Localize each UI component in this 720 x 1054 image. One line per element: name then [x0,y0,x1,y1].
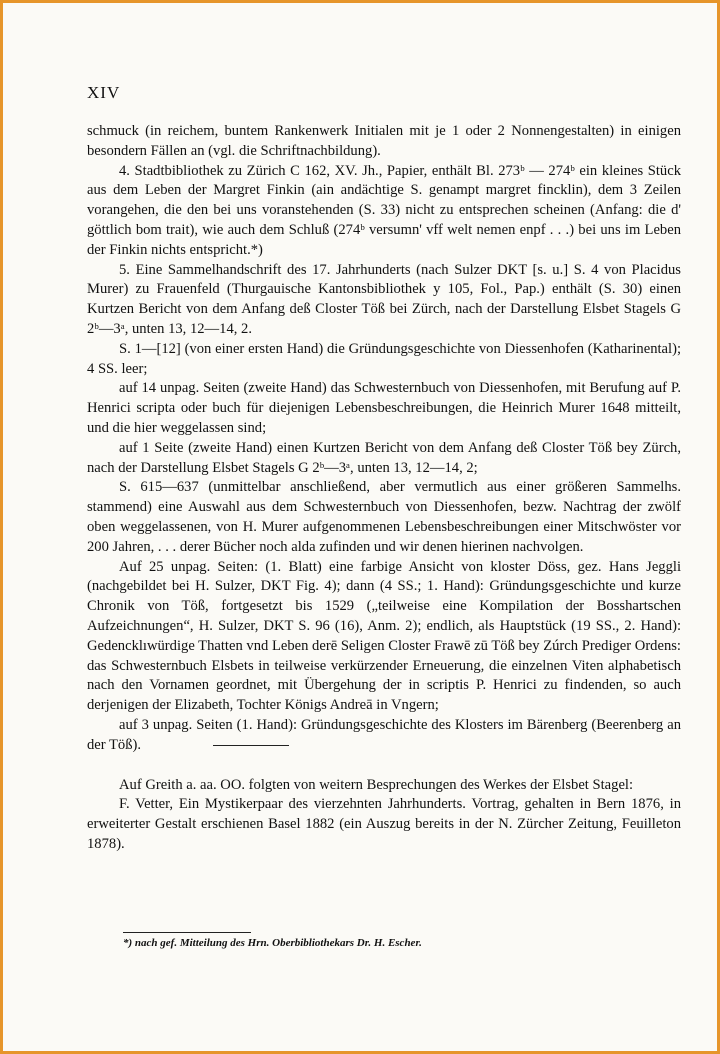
paragraph: S. 1—[12] (von einer ersten Hand) die Gründungsgeschichte von Diessenhofen (Katharinental); 4 SS. leer; [87,340,681,377]
paragraph: 5. Eine Sammelhandschrift des 17. Jahrhunderts (nach Sulzer DKT [s. u.] S. 4 von Placidus Murer) zu Frauenfeld (Thurgauische Kantonsbibliothek y 105, Fol., Pap.) enthält (S. 30) einen Kurtzen Bericht von dem Anfang deß Closter Töß bei Zürch, nach der Darstellung Elsbet Stagels G 2ᵇ—3ᵃ, unten 13, 12—14, 2. [87,261,681,337]
page-number: XIV [87,83,121,102]
paragraph: F. Vetter, Ein Mystikerpaar des vierzehnten Jahrhunderts. Vortrag, gehalten in Bern 1876, in erweiterter Gestalt erschienen Basel 1882 (ein Auszug bereits in der N. Zürcher Zeitung, Feuilleton 1878). [87,796,681,852]
spacer [87,756,681,776]
paragraph: Auf Greith a. aa. OO. folgten von weitern Besprechungen des Werkes der Elsbet Stagel: [119,776,634,793]
footnote-rule [123,932,251,933]
paragraph: S. 615—637 (unmittelbar anschließend, aber vermutlich aus einer größeren Sammelhs. stammend) eine Auswahl aus dem Schwesternbuch von Diessenhofen, bezw. Nachtrag der zwölf oben weggelassenen, von H. Murer aufgenommenen Lebensbeschreibungen einer Mitschwöster vor 200 Jahren, . . . derer Bücher noch alda zufinden und wir denen hierinen nachvolgen. [87,479,681,555]
separator-rule [213,745,289,746]
body-text [87,122,681,855]
paragraph: 4. Stadtbibliothek zu Zürich C 162, XV. Jh., Papier, enthält Bl. 273ᵇ — 274ᵇ ein kleines Stück aus dem Leben der Margret Finkin (ain andächtige S. genampt margret fincklin), dem 3 Zeilen vorangehen, die den bei uns voranstehenden (S. 33) nicht zu entsprechen scheinen (Anfang: die d' göttlich bom trait), wie auch dem Schluß (274ᵇ versumn' vff welt nemen enpf . . .) bei uns im Leben der Finkin nichts entspricht.*) [87,162,681,258]
paragraph: Auf 25 unpag. Seiten: (1. Blatt) eine farbige Ansicht von kloster Döss, gez. Hans Jeggli (nachgebildet bei H. Sulzer, DKT Fig. 4); dann (4 SS.; 1. Hand): Gründungsgeschichte und kurze Chronik von Töß, fortgesetzt bis 1529 („teilweise eine Kompilation der Bosshartschen Aufzeichnungen“, H. Sulzer, DKT S. 96 (16), Anm. 2); endlich, als Hauptstück (19 SS., 2. Hand): Gedencklıwürdige Thatten vnd Leben derē Seligen Closter Frawē zū Töß bey Zúrch Prediger Ordens: das Schwesternbuch Elsbets in teilweise verkürzender Erneuerung, die einzelnen Viten alphabetisch nach den Vornamen geordnet, mit Übergehung der in scriptis P. Henrici zu findenden, so auch derjenigen der Elizabeth, Tochter Königs Andreā in Vngern; [87,558,681,714]
footnote: *) nach gef. Mitteilung des Hrn. Oberbibliothekars Dr. H. Escher. [123,937,422,949]
paragraph: schmuck (in reichem, buntem Rankenwerk Initialen mit je 1 oder 2 Nonnengestalten) in einigen besondern Fällen an (vgl. die Schriftnachbildung). [87,123,681,159]
paragraph-text: auf 3 unpag. Seiten (1. Hand): Gründungsgeschichte des Klosters im Bärenberg (Beerenberg an der Töß). [87,716,681,753]
paragraph: auf 14 unpag. Seiten (zweite Hand) das Schwesternbuch von Diessenhofen, mit Berufung auf P. Henrici scripta oder buch für diejenigen Lebensbeschreibungen, die Heinrich Murer 1648 mitteilt, und die hier weggelassen sind; [87,380,681,436]
paragraph-with-separator [87,716,681,756]
paragraph: auf 1 Seite (zweite Hand) einen Kurtzen Bericht von dem Anfang deß Closter Töß bey Zürch, nach der Darstellung Elsbet Stagels G 2ᵇ—3ᵃ, unten 13, 12—14, 2; [87,439,681,476]
